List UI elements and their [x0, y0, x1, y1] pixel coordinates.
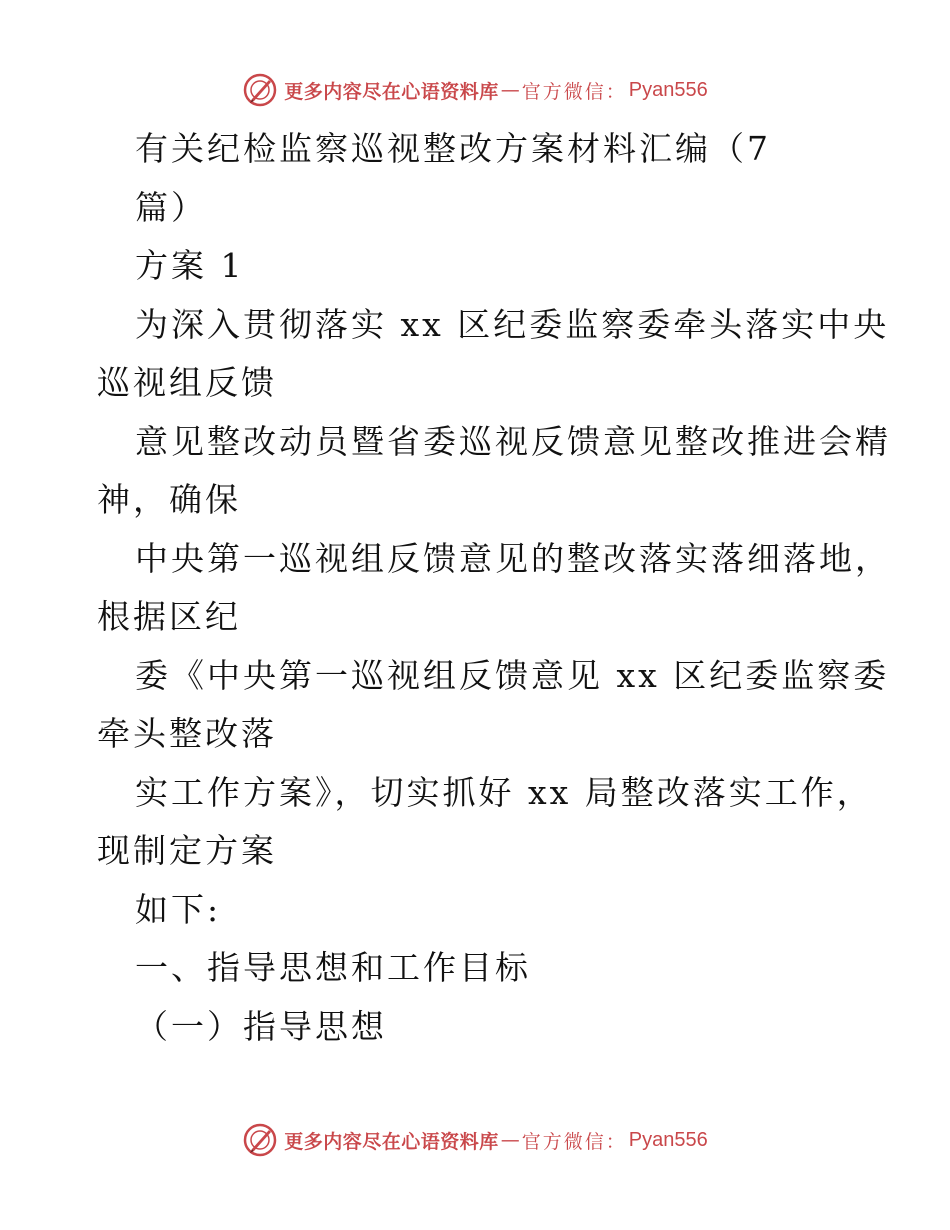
document-line: 意见整改动员暨省委巡视反馈意见整改推进会精 — [135, 421, 891, 461]
document-line: 有关纪检监察巡视整改方案材料汇编（7 — [135, 129, 771, 168]
document-line: 为深入贯彻落实 xx 区纪委监察委牵头落实中央 — [135, 304, 890, 344]
banner-wechat-label: 官方微信： — [521, 80, 627, 103]
document-line: 委《中央第一巡视组反馈意见 xx 区纪委监察委 — [135, 655, 890, 695]
document-line: （一）指导思想 — [135, 1006, 387, 1046]
document-line: 根据区纪 — [97, 597, 241, 636]
document-line: 如下: — [135, 889, 222, 929]
document-line: 篇） — [135, 187, 207, 227]
document-line: 一、指导思想和工作目标 — [135, 948, 531, 987]
banner-separator: — — [500, 79, 520, 101]
footer-banner — [0, 1120, 950, 1160]
document-line: 中央第一巡视组反馈意见的整改落实落细落地， — [135, 538, 891, 578]
pen-seal-logo-icon — [242, 1122, 278, 1158]
banner-main-text: 更多内容尽在心语资料库 — [284, 1130, 499, 1153]
document-line: 牵头整改落 — [97, 714, 277, 753]
document-line: 方案 1 — [135, 246, 245, 285]
document-body — [97, 120, 891, 1056]
banner-wechat-id: Pyan556 — [628, 1128, 708, 1151]
header-banner — [0, 70, 950, 110]
document-line: 巡视组反馈 — [97, 363, 277, 402]
banner-main-text: 更多内容尽在心语资料库 — [284, 80, 499, 103]
document-line: 神，确保 — [97, 480, 241, 519]
pen-seal-logo-icon — [242, 72, 278, 108]
document-line: 现制定方案 — [97, 831, 277, 870]
document-line: 实工作方案》，切实抓好 xx 局整改落实工作， — [135, 772, 873, 812]
banner-wechat-id: Pyan556 — [628, 78, 708, 101]
banner-separator: — — [500, 1129, 520, 1151]
banner-wechat-label: 官方微信： — [521, 1130, 627, 1153]
